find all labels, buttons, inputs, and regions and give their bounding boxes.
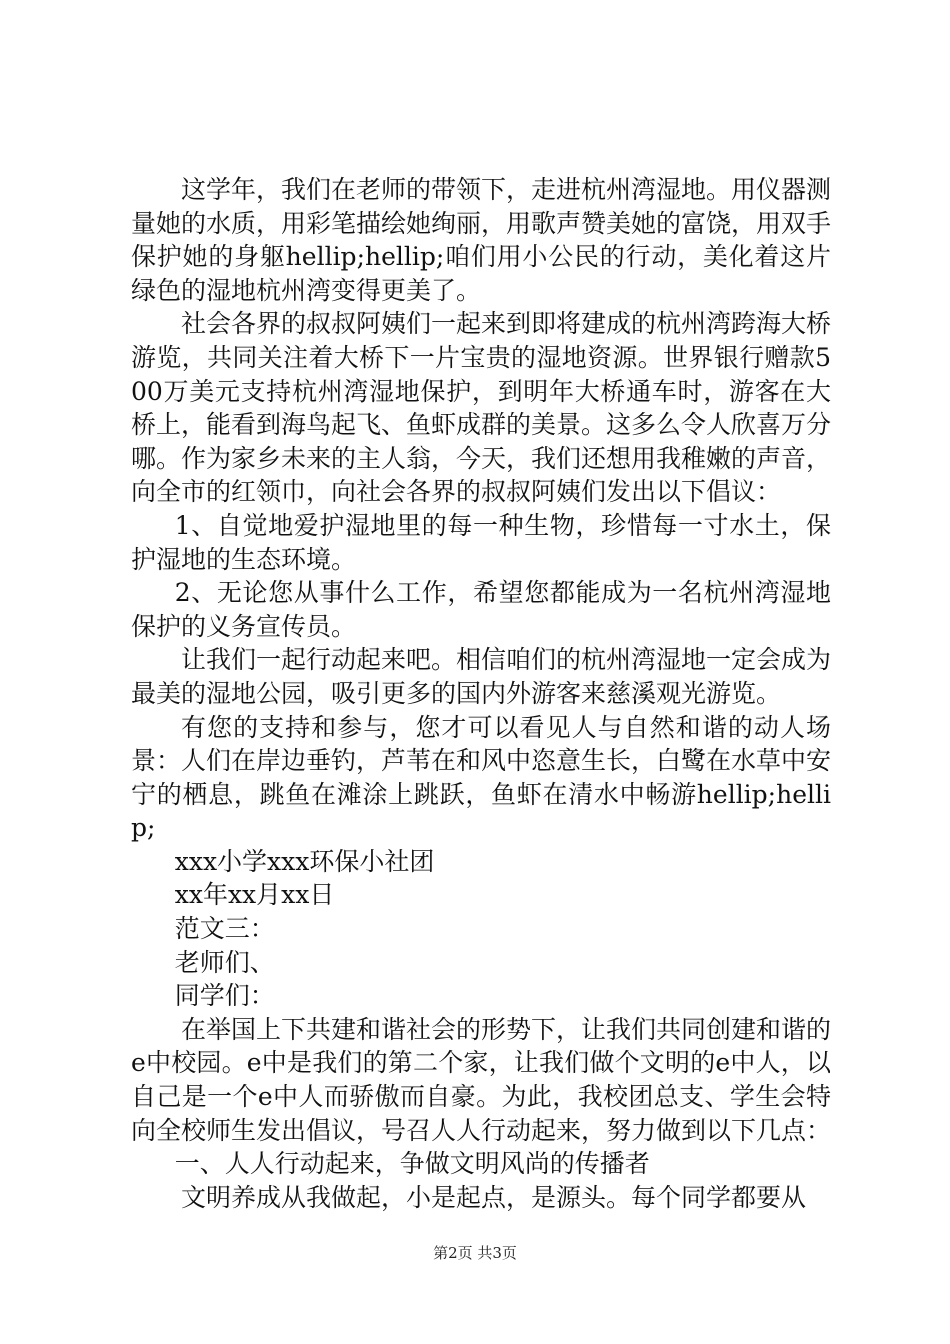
signature-organization: xxx小学xxx环保小社团 [174,846,435,876]
page-footer: 第2页 共3页 [433,1244,517,1262]
paragraph-bridge-tour: 社会各界的叔叔阿姨们一起来到即将建成的杭州湾跨海大桥游览，共同关注着大桥下一片宝贵的湿地资源。世界银行赠款500万美元支持杭州湾湿地保护，到明年大桥通车时，游客在大桥上，能看到海鸟起飞、鱼虾成群的美景。这多么令人欣喜万分哪。作为家乡未来的主人翁，今天，我们还想用我稚嫩的声音，向全市的红领巾，向社会各界的叔叔阿姨们发出以下倡议： [131,309,832,507]
paragraph-proposal-2: 2、无论您从事什么工作，希望您都能成为一名杭州湾湿地保护的义务宣传员。 [131,578,831,641]
paragraph-harmonious-campus: 在举国上下共建和谐社会的形势下，让我们共同创建和谐的e中校园。e中是我们的第二个家，让我们做个文明的e中人，以自己是一个e中人而骄傲而自豪。为此，我校团总支、学生会特向全校师生发出倡议，号召人人行动起来，努力做到以下几点： [131,1014,832,1145]
section-title: 范文三： [174,914,275,944]
paragraph-proposal-1: 1、自觉地爱护湿地里的每一种生物，珍惜每一寸水土，保护湿地的生态环境。 [131,510,831,574]
document-body [131,173,831,1214]
paragraph-wetland-activities: 这学年，我们在老师的带领下，走进杭州湾湿地。用仪器测量她的水质，用彩笔描绘她绚丽，用歌声赞美她的富饶，用双手保护她的身躯hellip;hellip;咱们用小公民的行动，美化着这片绿色的湿地杭州湾变得更美了。 [131,175,832,305]
paragraph-civility: 文明养成从我做起，小是起点，是源头。每个同学都要从 [181,1182,807,1212]
greeting-teachers: 老师们、 [174,947,275,977]
heading-point-one: 一、人人行动起来，争做文明风尚的传播者 [174,1149,650,1179]
paragraph-scenery: 有您的支持和参与，您才可以看见人与自然和谐的动人场景：人们在岸边垂钓，芦苇在和风中恣意生长，白鹭在水草中安宁的栖息，跳鱼在滩涂上跳跃，鱼虾在清水中畅游hellip;hellip; [131,712,832,843]
greeting-students: 同学们： [174,981,275,1011]
paragraph-call-to-action: 让我们一起行动起来吧。相信咱们的杭州湾湿地一定会成为最美的湿地公园，吸引更多的国内外游客来慈溪观光游览。 [131,645,832,708]
signature-date: xx年xx月xx日 [174,880,335,910]
